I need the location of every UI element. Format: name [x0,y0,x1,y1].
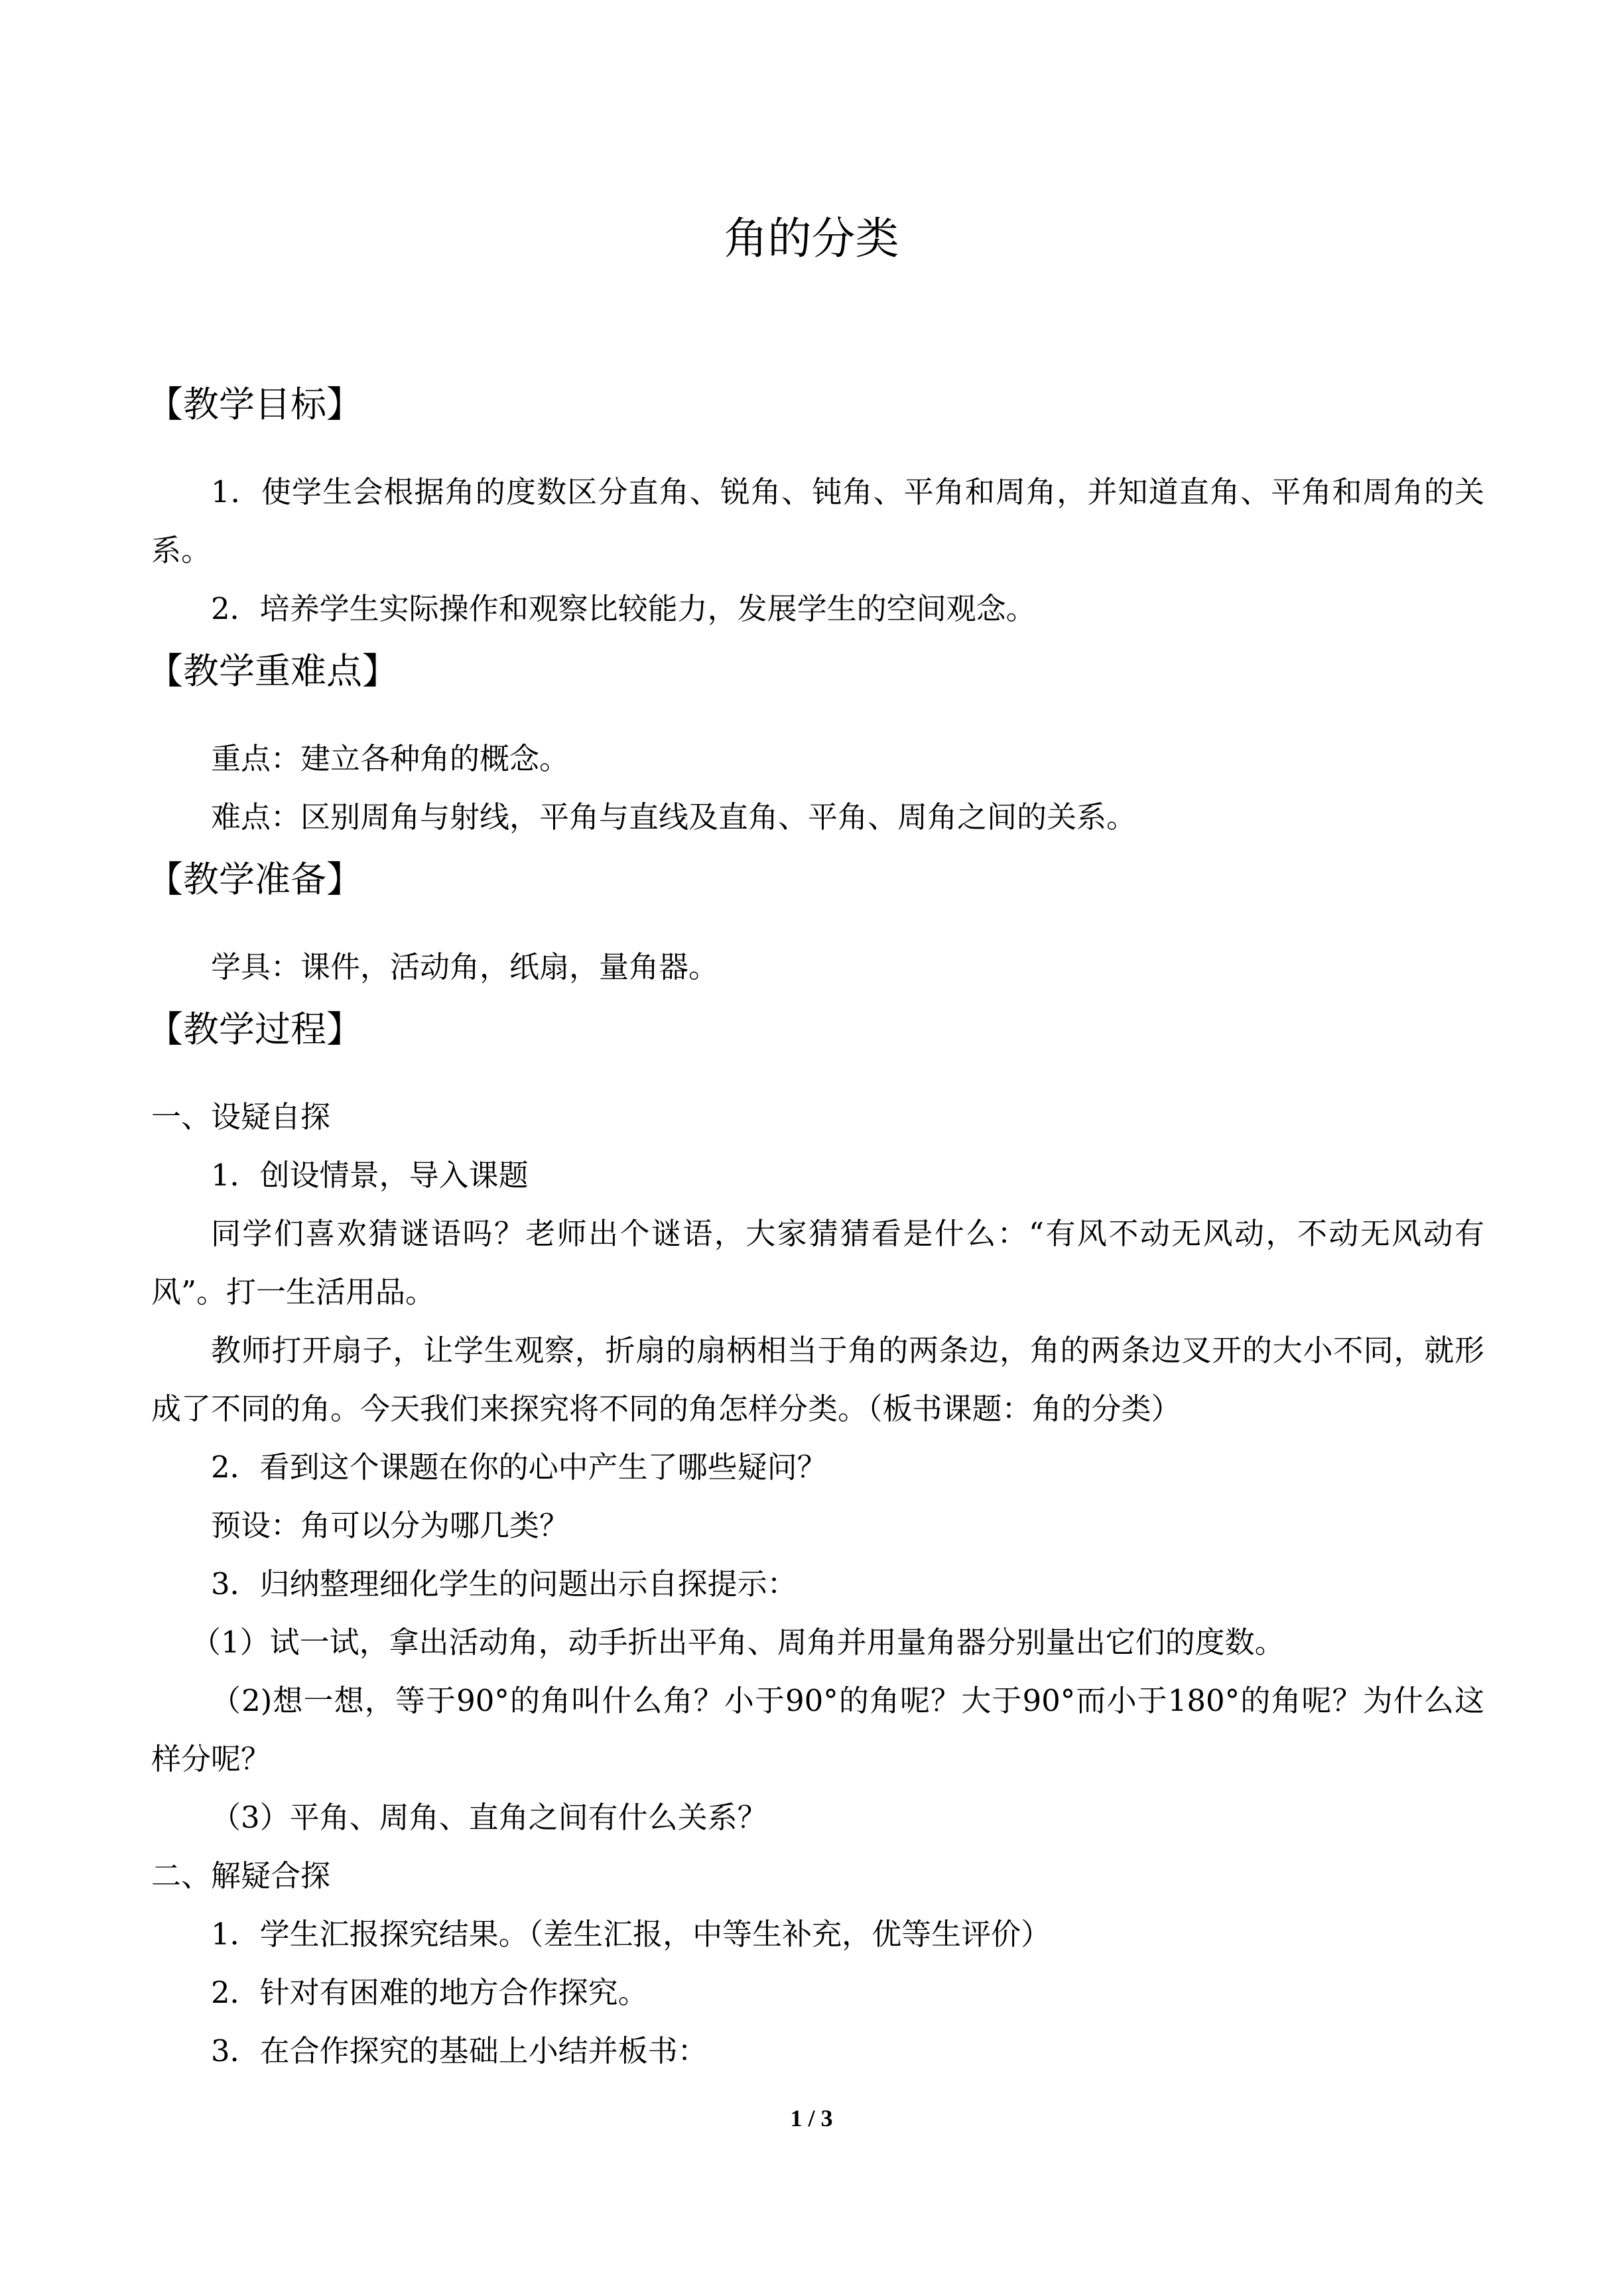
section-heading-preparation: 【教学准备】 [147,858,362,900]
key-point-item: 难点：区别周角与射线，平角与直线及直角、平角、周角之间的关系。 [211,799,1137,835]
process-subheading: 二、解疑合探 [151,1858,331,1893]
page-number: 1 / 3 [790,2105,833,2131]
process-subheading: 一、设疑自探 [151,1099,331,1134]
goal-item: 2．培养学生实际操作和观察比较能力，发展学生的空间观念。 [211,591,1036,626]
process-line: （3）平角、周角、直角之间有什么关系？ [211,1800,767,1835]
goal-item: 1．使学生会根据角的度数区分直角、锐角、钝角、平角和周角，并知道直角、平角和周角的关系。 [151,474,1484,568]
process-line: 教师打开扇子，让学生观察，折扇的扇柄相当于角的两条边，角的两条边叉开的大小不同，就形成了不同的角。今天我们来探究将不同的角怎样分类。（板书课题：角的分类） [151,1333,1484,1426]
process-line: 预设：角可以分为哪几类？ [211,1508,570,1543]
process-line: 1．学生汇报探究结果。（差生汇报，中等生补充，优等生评价） [211,1917,1051,1952]
process-line: （1）试一试，拿出活动角，动手折出平角、周角并用量角器分别量出它们的度数。 [191,1625,1285,1660]
process-line: 2．看到这个课题在你的心中产生了哪些疑问？ [211,1450,827,1485]
process-line: 3．在合作探究的基础上小结并板书： [211,2033,708,2068]
process-line: 3．归纳整理细化学生的问题出示自探提示： [211,1566,797,1601]
section-heading-process: 【教学过程】 [147,1008,362,1050]
document-body [147,378,1484,2080]
process-line: 1．创设情景，导入课题 [211,1158,529,1193]
preparation-item: 学具：课件，活动角，纸扇，量角器。 [211,949,719,984]
section-heading-goals: 【教学目标】 [147,383,362,425]
key-point-item: 重点：建立各种角的概念。 [211,741,570,776]
section-heading-key-points: 【教学重难点】 [147,650,398,692]
process-line: 2．针对有困难的地方合作探究。 [211,1975,648,2010]
process-line: 同学们喜欢猜谜语吗？老师出个谜语，大家猜猜看是什么：“有风不动无风动，不动无风动有风”。打一生活用品。 [151,1216,1484,1310]
document-title: 角的分类 [724,213,899,264]
process-line: （2)想一想，等于90°的角叫什么角？小于90°的角呢？大于90°而小于180°的角呢？为什么这样分呢？ [151,1683,1484,1777]
